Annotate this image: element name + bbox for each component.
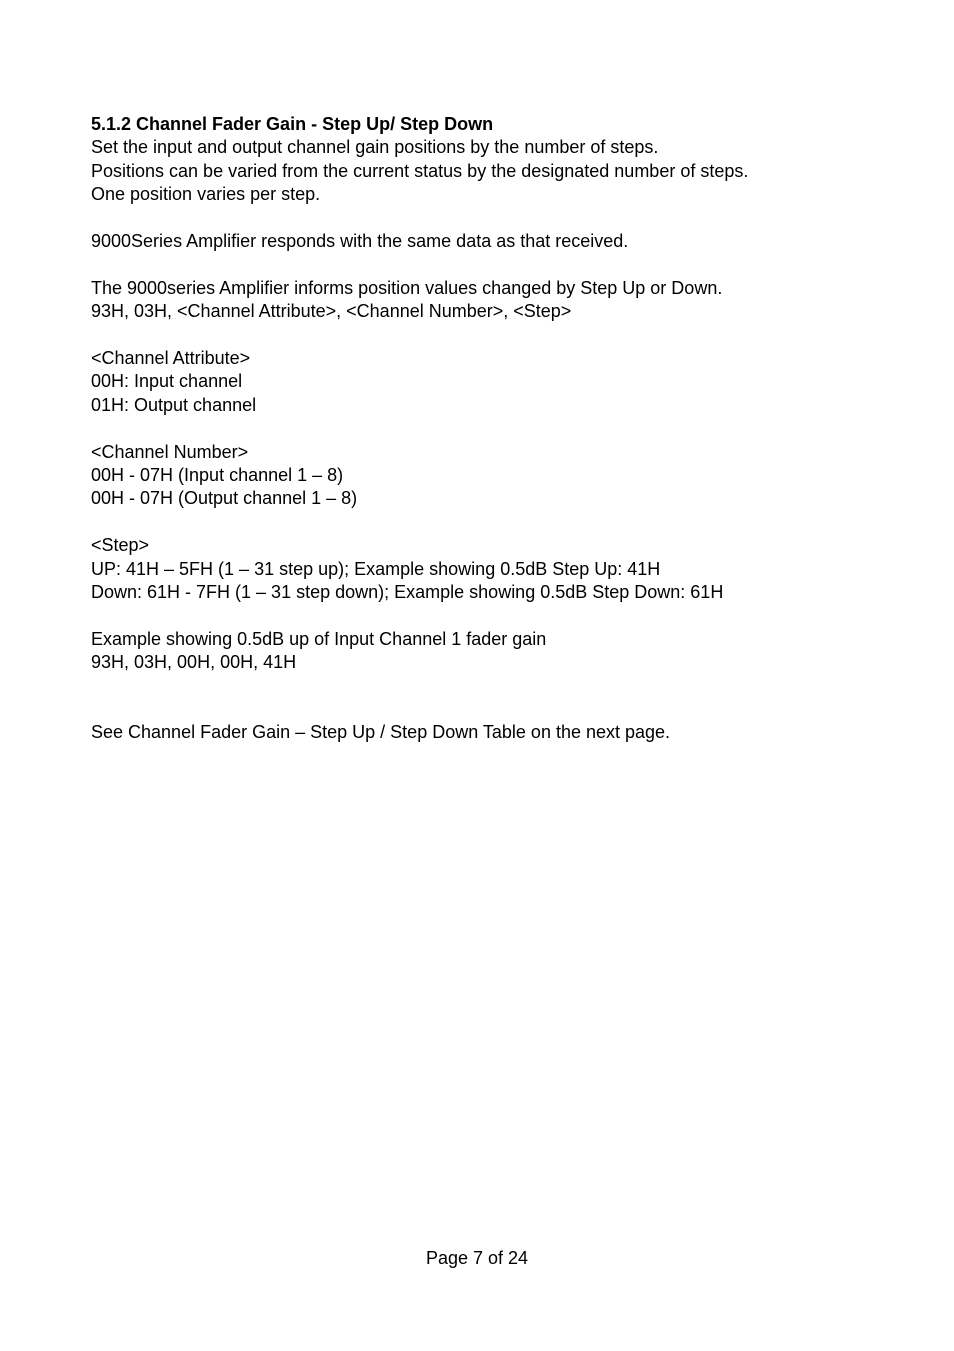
inform-line-1: The 9000series Amplifier informs position values changed by Step Up or Down. bbox=[91, 277, 723, 298]
intro-line-2: Positions can be varied from the current status by the designated number of steps. bbox=[91, 160, 749, 181]
see-table-note: See Channel Fader Gain – Step Up / Step Down Table on the next page. bbox=[91, 722, 671, 743]
spacer bbox=[91, 207, 891, 230]
channel-attribute-output: 01H: Output channel bbox=[91, 394, 257, 415]
intro-line-3: One position varies per step. bbox=[91, 184, 321, 205]
inform-command-format: 93H, 03H, <Channel Attribute>, <Channel Number>, <Step> bbox=[91, 301, 572, 322]
spacer bbox=[91, 511, 891, 534]
step-down-range: Down: 61H - 7FH (1 – 31 step down); Example showing 0.5dB Step Down: 61H bbox=[91, 582, 724, 603]
section-heading: 5.1.2 Channel Fader Gain - Step Up/ Step Down bbox=[91, 114, 494, 134]
channel-number-title: <Channel Number> bbox=[91, 441, 249, 462]
step-up-range: UP: 41H – 5FH (1 – 31 step up); Example showing 0.5dB Step Up: 41H bbox=[91, 558, 661, 579]
response-line: 9000Series Amplifier responds with the same data as that received. bbox=[91, 231, 629, 252]
intro-line-1: Set the input and output channel gain positions by the number of steps. bbox=[91, 137, 659, 158]
spacer bbox=[91, 324, 891, 347]
step-title: <Step> bbox=[91, 535, 150, 556]
channel-number-input: 00H - 07H (Input channel 1 – 8) bbox=[91, 465, 344, 486]
example-description: Example showing 0.5dB up of Input Channel 1 fader gain bbox=[91, 628, 547, 649]
channel-attribute-input: 00H: Input channel bbox=[91, 371, 243, 392]
page-number-footer: Page 7 of 24 bbox=[425, 1248, 529, 1268]
page-content bbox=[91, 113, 891, 745]
example-command: 93H, 03H, 00H, 00H, 41H bbox=[91, 652, 297, 673]
spacer bbox=[91, 604, 891, 627]
spacer bbox=[91, 253, 891, 276]
spacer bbox=[91, 675, 891, 722]
spacer bbox=[91, 417, 891, 440]
channel-attribute-title: <Channel Attribute> bbox=[91, 348, 251, 369]
channel-number-output: 00H - 07H (Output channel 1 – 8) bbox=[91, 488, 358, 509]
